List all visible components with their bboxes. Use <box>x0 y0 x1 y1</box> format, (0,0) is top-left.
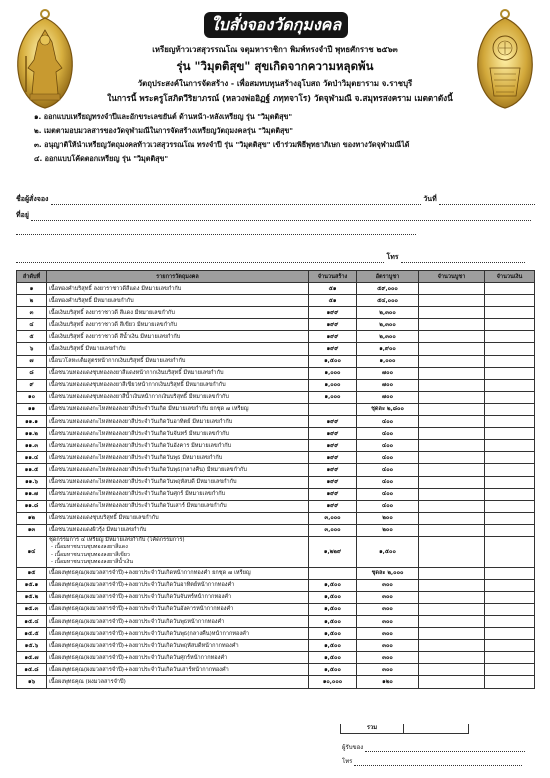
col-header-number: ลำดับที่ <box>17 271 47 283</box>
row-quantity-made: ๑,๕๐๐ <box>309 591 357 603</box>
row-amount-field[interactable] <box>485 391 535 403</box>
row-amount-field[interactable] <box>485 476 535 488</box>
table-row <box>17 567 535 579</box>
date-label: วันที่ <box>423 195 437 203</box>
receiver-field[interactable] <box>365 743 525 752</box>
row-number: ๙ <box>17 379 47 391</box>
row-amount-field[interactable] <box>485 355 535 367</box>
receiver-phone-label: โทร <box>342 758 353 765</box>
row-price: ๓๐๐ <box>357 615 419 627</box>
table-row <box>17 500 535 512</box>
row-item-name: เนื้อผงพุทธคุณ(ผงมวลสารจำปี)+ลงยาประจำวันเกิดวันอาทิตย์หน้ากากทองคำ <box>47 579 309 591</box>
row-quantity-made: ๕๑ <box>309 295 357 307</box>
row-item-name: เนื้อชนวนทองแดงชุบทองลงยาสีแดงหน้ากากเงินบริสุทธิ์ มีหมายเลขกำกับ <box>47 367 309 379</box>
row-price: ๑,๕๐๐ <box>357 536 419 567</box>
row-price: ๒๐๐ <box>357 512 419 524</box>
row-number: ๑๑.๓ <box>17 440 47 452</box>
row-price: ๔๐๐ <box>357 500 419 512</box>
row-number: ๗ <box>17 355 47 367</box>
row-item-name: เนื้อชนวนทองแดงกะไหล่ทองลงยาสีประจำวันเกิดวันอังคาร มีหมายเลขกำกับ <box>47 440 309 452</box>
row-price: ๒,๓๐๐ <box>357 331 419 343</box>
row-amount-field[interactable] <box>485 603 535 615</box>
row-order-qty-field[interactable] <box>419 440 485 452</box>
row-item-name: เนื้อชนวนทองแดงกะไหล่ทองลงยาสีประจำวันเกิดวันพฤหัสบดี มีหมายเลขกำกับ <box>47 476 309 488</box>
row-number: ๑๕ <box>17 567 47 579</box>
row-order-qty-field[interactable] <box>419 536 485 567</box>
row-amount-field[interactable] <box>485 640 535 652</box>
row-price: ชุดละ ๒,๐๐๐ <box>357 567 419 579</box>
table-row <box>17 331 535 343</box>
table-row <box>17 640 535 652</box>
row-order-qty-field[interactable] <box>419 524 485 536</box>
col-header-amount: จำนวนเงิน <box>485 271 535 283</box>
row-quantity-made: ๑,๕๐๐ <box>309 579 357 591</box>
row-item-name: เนื้อชนวนทองแดงกะไหล่ทองลงยาสีประจำวันเกิดวันเสาร์ มีหมายเลขกำกับ <box>47 500 309 512</box>
row-quantity-made: ๑๙๙ <box>309 440 357 452</box>
row-item-name: เนื้อชนวนทองแดงกะไหล่ทองลงยาสีประจำวันเกิด มีหมายเลขกำกับ ยกชุด ๗ เหรียญ <box>47 403 309 415</box>
row-number: ๒ <box>17 295 47 307</box>
row-price: ๓๐๐ <box>357 603 419 615</box>
row-order-qty-field[interactable] <box>419 615 485 627</box>
row-number: ๕ <box>17 331 47 343</box>
table-row <box>17 440 535 452</box>
row-number: ๑๓ <box>17 524 47 536</box>
row-amount-field[interactable] <box>485 428 535 440</box>
name-label: ชื่อผู้สั่งจอง <box>16 195 49 203</box>
row-amount-field[interactable] <box>485 615 535 627</box>
table-row <box>17 343 535 355</box>
row-quantity-made: ๑,๕๐๐ <box>309 628 357 640</box>
header-purpose: วัตถุประสงค์ในการจัดสร้าง - เพื่อสมทบทุนสร้างอุโบสถ วัดป่าวิมุตยาราม จ.ราชบุรี <box>137 79 413 88</box>
row-price: ๒,๓๐๐ <box>357 319 419 331</box>
row-amount-field[interactable] <box>485 367 535 379</box>
row-amount-field[interactable] <box>485 440 535 452</box>
document-title: ใบสั่งจองวัดกุมงคล <box>204 12 348 38</box>
table-row <box>17 536 535 567</box>
row-amount-field[interactable] <box>485 567 535 579</box>
header-blessing: ในการนี้ พระครูโสภิตวีริยาภรณ์ (หลวงพ่ออิฏฐ์ ภทฺทจาโร) วัดจุฬามณี จ.สมุทรสงคราม เมตตาดังนี้ <box>107 93 453 103</box>
row-order-qty-field[interactable] <box>419 295 485 307</box>
table-row <box>17 676 535 688</box>
objective-item: ๔. ออกแบบโค้ดตอกเหรียญ รุ่น "วิมุตติสุข" <box>34 154 169 163</box>
header-line-1: เหรียญท้าวเวสสุวรรณโณ จตุมหาราชิกา พิมพ์ทรงจำปี พุทธศักราช ๒๕๖๓ <box>152 45 398 54</box>
name-field[interactable] <box>51 196 421 205</box>
table-row <box>17 283 535 295</box>
row-amount-field[interactable] <box>485 319 535 331</box>
receiver-phone-row <box>342 756 522 766</box>
row-quantity-made: ๑๙๙ <box>309 416 357 428</box>
row-number: ๑๑.๕ <box>17 464 47 476</box>
row-quantity-made: ๑๙๙ <box>309 464 357 476</box>
phone-label: โทร <box>386 253 399 261</box>
row-amount-field[interactable] <box>485 379 535 391</box>
row-order-qty-field[interactable] <box>419 500 485 512</box>
table-row <box>17 391 535 403</box>
row-item-name: เนื้อชนวนทองแดงชุบทองลงยาสีเขียวหน้ากากเงินบริสุทธิ์ มีหมายเลขกำกับ <box>47 379 309 391</box>
row-amount-field[interactable] <box>485 676 535 688</box>
row-number: ๑๖ <box>17 676 47 688</box>
row-item-name: เนื้อชนวนทองแดงกะไหล่ทองลงยาสีประจำวันเกิดวันพุธ มีหมายเลขกำกับ <box>47 452 309 464</box>
row-number: ๔ <box>17 319 47 331</box>
row-order-qty-field[interactable] <box>419 367 485 379</box>
table-row <box>17 603 535 615</box>
row-amount-field[interactable] <box>485 500 535 512</box>
row-price: ๓๐๐ <box>357 579 419 591</box>
row-order-qty-field[interactable] <box>419 355 485 367</box>
row-sub-item: - เนื้อมหาชนวนชุบทองลงยาสีเขียว <box>51 551 130 558</box>
row-item-name: เนื้อชนวนทองแดงกะไหล่ทองลงยาสีประจำวันเกิดวันจันทร์ มีหมายเลขกำกับ <box>47 428 309 440</box>
row-price: ๓๐๐ <box>357 591 419 603</box>
row-item-name: เนื้อเงินบริสุทธิ์ มีหมายเลขกำกับ <box>47 343 309 355</box>
row-price: ๕๔,๐๐๐ <box>357 295 419 307</box>
row-price: ๑,๐๐๐ <box>357 355 419 367</box>
row-quantity-made: ๑๙๙ <box>309 452 357 464</box>
row-item-name: เนื้อเงินบริสุทธิ์ ลงยาราชาวดี สีแดง มีหมายเลขกำกับ <box>47 307 309 319</box>
objective-item: ๒. เมตตามอบมวลสารของวัดจุฬามณีในการจัดสร้างเหรียญวัตถุมงคลรุ่น "วิมุตติสุข" <box>34 126 294 135</box>
row-quantity-made: ๓,๐๐๐ <box>309 524 357 536</box>
row-number: ๑๕.๘ <box>17 664 47 676</box>
row-order-qty-field[interactable] <box>419 579 485 591</box>
row-order-qty-field[interactable] <box>419 603 485 615</box>
row-order-qty-field[interactable] <box>419 379 485 391</box>
row-order-qty-field[interactable] <box>419 591 485 603</box>
row-number: ๑๑.๗ <box>17 488 47 500</box>
table-row <box>17 403 535 415</box>
row-order-qty-field[interactable] <box>419 343 485 355</box>
row-number: ๑๕.๒ <box>17 591 47 603</box>
row-price: ๔๐๐ <box>357 488 419 500</box>
row-number: ๑๕.๑ <box>17 579 47 591</box>
row-amount-field[interactable] <box>485 452 535 464</box>
row-number: ๑๒ <box>17 512 47 524</box>
row-order-qty-field[interactable] <box>419 319 485 331</box>
row-quantity-made: ๑๙๙ <box>309 428 357 440</box>
objective-item: ๓. อนุญาติให้นำเหรียญวัตถุมงคลท้าวเวสสุวรรณโณ ทรงจำปี รุ่น "วิมุตติสุข" เข้าร่วมพิธีพุทธาภิเษก ของทางวัดจุฬามณีได้ <box>34 140 410 149</box>
table-row <box>17 428 535 440</box>
row-amount-field[interactable] <box>485 488 535 500</box>
row-amount-field[interactable] <box>485 579 535 591</box>
row-number: ๑ <box>17 283 47 295</box>
row-item-name: เนื้อผงพุทธคุณ(ผงมวลสารจำปี)+ลงยาประจำวันเกิดวันพุธหน้ากากทองคำ <box>47 615 309 627</box>
row-price: ชุดละ ๒,๘๐๐ <box>357 403 419 415</box>
row-price: ๔๐๐ <box>357 452 419 464</box>
table-row <box>17 476 535 488</box>
row-amount-field[interactable] <box>485 283 535 295</box>
row-amount-field[interactable] <box>485 664 535 676</box>
table-row <box>17 355 535 367</box>
address-field-2[interactable] <box>16 226 416 235</box>
table-row <box>17 295 535 307</box>
row-order-qty-field[interactable] <box>419 488 485 500</box>
row-price: ๑๒๐ <box>357 676 419 688</box>
row-number: ๑๕.๕ <box>17 628 47 640</box>
row-order-qty-field[interactable] <box>419 331 485 343</box>
row-quantity-made: ๑,๕๐๐ <box>309 640 357 652</box>
phone-row <box>16 252 532 263</box>
row-price: ๔๐๐ <box>357 416 419 428</box>
row-quantity-made: ๑๙๙ <box>309 319 357 331</box>
row-order-qty-field[interactable] <box>419 652 485 664</box>
row-item-name: เนื้อผงพุทธคุณ (ผงมวลสารจำปี) <box>47 676 309 688</box>
total-field[interactable] <box>402 724 469 734</box>
table-body <box>17 283 535 689</box>
header-edition-name: รุ่น "วิมุตติสุข" สุขเกิดจากความหลุดพ้น <box>176 59 374 73</box>
row-item-name: เนื้อชนวนทองแดงกะไหล่ทองลงยาสีประจำวันเกิดวันพุธ(กลางคืน) มีหมายเลขกำกับ <box>47 464 309 476</box>
table-row <box>17 664 535 676</box>
row-number: ๑๕.๓ <box>17 603 47 615</box>
row-quantity-made: ๑,๕๐๐ <box>309 652 357 664</box>
row-quantity-made: ๑,๐๐๐ <box>309 367 357 379</box>
row-item-name: เนื้อชนวนทองแดงกะไหล่ทองลงยาสีประจำวันเกิดวันศุกร์ มีหมายเลขกำกับ <box>47 488 309 500</box>
table-row <box>17 591 535 603</box>
row-item-name: เนื้อผงพุทธคุณ(ผงมวลสารจำปี)+ลงยาประจำวันเกิดวันพุธ(กลางคืน)หน้ากากทองคำ <box>47 628 309 640</box>
row-order-qty-field[interactable] <box>419 283 485 295</box>
row-order-qty-field[interactable] <box>419 403 485 415</box>
row-quantity-made: ๑,๕๐๐ <box>309 355 357 367</box>
row-sub-item: - เนื้อมหาชนวนชุบทองลงยาสีน้ำเงิน <box>51 559 133 566</box>
row-amount-field[interactable] <box>485 331 535 343</box>
date-field[interactable] <box>439 196 535 205</box>
row-item-name: เนื้อผงพุทธคุณ(ผงมวลสารจำปี)+ลงยาประจำวันเกิดวันอังคารหน้ากากทองคำ <box>47 603 309 615</box>
order-table <box>16 270 535 689</box>
row-item-name <box>47 536 309 567</box>
row-price: ๑,๙๐๐ <box>357 343 419 355</box>
row-item-name: เนื้อผงพุทธคุณ(ผงมวลสารจำปี)+ลงยาประจำวันเกิดวันเสาร์หน้ากากทองคำ <box>47 664 309 676</box>
row-order-qty-field[interactable] <box>419 391 485 403</box>
address-field[interactable] <box>31 212 531 221</box>
row-order-qty-field[interactable] <box>419 676 485 688</box>
row-item-name: เนื้อผงพุทธคุณ(ผงมวลสารจำปี)+ลงยาประจำวันเกิดวันพฤหัสบดีหน้ากากทองคำ <box>47 640 309 652</box>
row-item-name: เนื้อผงพุทธคุณ(ผงมวลสารจำปี)+ลงยาประจำวันเกิดหน้ากากทองคำ ยกชุด ๗ เหรียญ <box>47 567 309 579</box>
row-quantity-made: ๑,๕๐๐ <box>309 615 357 627</box>
objective-item: ๑. ออกแบบเหรียญทรงจำปีและอักขระเลขยันต์ ด้านหน้า-หลังเหรียญ รุ่น "วิมุตติสุข" <box>34 112 293 121</box>
row-number: ๑๑.๒ <box>17 428 47 440</box>
row-number: ๓ <box>17 307 47 319</box>
row-order-qty-field[interactable] <box>419 464 485 476</box>
row-item-name: เนื้อชนวนทองแดงชุบบริสุทธิ์ มีหมายเลขกำกับ <box>47 512 309 524</box>
row-quantity-made: ๑๙๙ <box>309 500 357 512</box>
table-row <box>17 524 535 536</box>
row-quantity-made: ๑,๕๐๐ <box>309 603 357 615</box>
table-row <box>17 488 535 500</box>
row-number: ๑๑.๘ <box>17 500 47 512</box>
col-header-price: อัตราบูชา <box>357 271 419 283</box>
row-number: ๑๑.๔ <box>17 452 47 464</box>
row-order-qty-field[interactable] <box>419 567 485 579</box>
row-item-name: เนื้อทองคำบริสุทธิ์ ลงยาราชาวดีสีแดง มีหมายเลขกำกับ <box>47 283 309 295</box>
row-order-qty-field[interactable] <box>419 512 485 524</box>
row-item-title: ชุดกรรมการ ๔ เหรียญ มีหมายเลขกำกับ (โค้ดกรรมการ) <box>49 536 185 543</box>
row-order-qty-field[interactable] <box>419 452 485 464</box>
name-date-row <box>16 194 532 205</box>
row-quantity-made: ๑๙๙ <box>309 343 357 355</box>
row-quantity-made <box>309 403 357 415</box>
row-order-qty-field[interactable] <box>419 428 485 440</box>
row-quantity-made: ๑,๐๐๐ <box>309 391 357 403</box>
row-number: ๑๔ <box>17 536 47 567</box>
phone-field[interactable] <box>401 254 525 263</box>
row-item-name: เนื้อชนวนทองแดงชุบทองลงยาสีน้ำเงินหน้ากากเงินบริสุทธิ์ มีหมายเลขกำกับ <box>47 391 309 403</box>
row-price: ๒๐๐ <box>357 524 419 536</box>
table-row <box>17 464 535 476</box>
table-row <box>17 416 535 428</box>
receiver-label: ผู้รับของ <box>342 744 364 751</box>
row-sub-item: - เนื้อมหาชนวนชุบทองลงยาสีแดง <box>51 544 128 551</box>
row-number: ๑๐ <box>17 391 47 403</box>
row-amount-field[interactable] <box>485 295 535 307</box>
row-amount-field[interactable] <box>485 343 535 355</box>
row-price: ๓๐๐ <box>357 628 419 640</box>
row-item-name: เนื้อผงพุทธคุณ(ผงมวลสารจำปี)+ลงยาประจำวันเกิดวันจันทร์หน้ากากทองคำ <box>47 591 309 603</box>
row-quantity-made: ๕๑ <box>309 283 357 295</box>
row-price: ๗๐๐ <box>357 367 419 379</box>
row-price: ๕๙,๐๐๐ <box>357 283 419 295</box>
objectives-list <box>34 110 514 166</box>
row-quantity-made: ๓,๐๐๐ <box>309 512 357 524</box>
row-quantity-made: ๑,๐๐๐ <box>309 379 357 391</box>
row-price: ๓๐๐ <box>357 640 419 652</box>
row-amount-field[interactable] <box>485 524 535 536</box>
row-item-name: เนื้อทองคำบริสุทธิ์ มีหมายเลขกำกับ <box>47 295 309 307</box>
row-quantity-made <box>309 567 357 579</box>
row-quantity-made: ๑๙๙ <box>309 476 357 488</box>
row-price: ๔๐๐ <box>357 464 419 476</box>
row-quantity-made: ๑,๒๒๙ <box>309 536 357 567</box>
col-header-quantity-made: จำนวนสร้าง <box>309 271 357 283</box>
row-number: ๖ <box>17 343 47 355</box>
table-row <box>17 452 535 464</box>
row-amount-field[interactable] <box>485 307 535 319</box>
row-amount-field[interactable] <box>485 628 535 640</box>
row-price: ๔๐๐ <box>357 440 419 452</box>
row-price: ๔๐๐ <box>357 476 419 488</box>
table-row <box>17 379 535 391</box>
receiver-row <box>342 742 525 752</box>
table-row <box>17 615 535 627</box>
address-row-2 <box>16 226 532 235</box>
row-amount-field[interactable] <box>485 416 535 428</box>
row-price: ๓๐๐ <box>357 652 419 664</box>
address-row <box>16 210 532 221</box>
address-label: ที่อยู่ <box>16 211 29 219</box>
table-row <box>17 307 535 319</box>
row-price: ๗๐๐ <box>357 379 419 391</box>
row-item-name: เนื้อผงพุทธคุณ(ผงมวลสารจำปี)+ลงยาประจำวันเกิดวันศุกร์หน้ากากทองคำ <box>47 652 309 664</box>
row-number: ๑๕.๔ <box>17 615 47 627</box>
address-field-3[interactable] <box>16 254 384 263</box>
row-item-name: เนื้อชนวนทองแดงกะไหล่ทองลงยาสีประจำวันเกิดวันอาทิตย์ มีหมายเลขกำกับ <box>47 416 309 428</box>
row-order-qty-field[interactable] <box>419 307 485 319</box>
row-price: ๓๐๐ <box>357 664 419 676</box>
row-price: ๔๐๐ <box>357 428 419 440</box>
row-number: ๘ <box>17 367 47 379</box>
row-item-name: เนื้อเงินบริสุทธิ์ ลงยาราชาวดี สีน้ำเงิน มีหมายเลขกำกับ <box>47 331 309 343</box>
row-order-qty-field[interactable] <box>419 664 485 676</box>
row-order-qty-field[interactable] <box>419 628 485 640</box>
row-price: ๗๐๐ <box>357 391 419 403</box>
table-row <box>17 367 535 379</box>
row-amount-field[interactable] <box>485 652 535 664</box>
table-row <box>17 652 535 664</box>
row-quantity-made: ๑๙๙ <box>309 331 357 343</box>
row-item-name: เนื้อชนวนทองแดงผิวรุ้ง มีหมายเลขกำกับ <box>47 524 309 536</box>
table-row <box>17 579 535 591</box>
row-amount-field[interactable] <box>485 512 535 524</box>
total-label: รวม <box>340 724 404 734</box>
row-amount-field[interactable] <box>485 536 535 567</box>
row-number: ๑๕.๗ <box>17 652 47 664</box>
row-quantity-made: ๑๙๙ <box>309 488 357 500</box>
table-header-row <box>17 271 535 283</box>
row-quantity-made: ๑๙๙ <box>309 307 357 319</box>
row-amount-field[interactable] <box>485 591 535 603</box>
row-order-qty-field[interactable] <box>419 476 485 488</box>
col-header-item: รายการวัตถุมงคล <box>47 271 309 283</box>
row-quantity-made: ๑,๕๐๐ <box>309 664 357 676</box>
row-order-qty-field[interactable] <box>419 416 485 428</box>
row-quantity-made: ๑๐,๐๐๐ <box>309 676 357 688</box>
table-row <box>17 628 535 640</box>
table-row <box>17 319 535 331</box>
row-number: ๑๑.๑ <box>17 416 47 428</box>
row-amount-field[interactable] <box>485 464 535 476</box>
table-row <box>17 512 535 524</box>
row-price: ๒,๓๐๐ <box>357 307 419 319</box>
row-number: ๑๕.๖ <box>17 640 47 652</box>
row-item-name: เนื้อนวโลหะเต็มสูตรหน้ากากเงินบริสุทธิ์ มีหมายเลขกำกับ <box>47 355 309 367</box>
col-header-order-qty: จำนวนบูชา <box>419 271 485 283</box>
row-amount-field[interactable] <box>485 403 535 415</box>
row-item-name: เนื้อเงินบริสุทธิ์ ลงยาราชาวดี สีเขียว มีหมายเลขกำกับ <box>47 319 309 331</box>
receiver-phone-field[interactable] <box>354 757 522 766</box>
row-order-qty-field[interactable] <box>419 640 485 652</box>
row-number: ๑๑.๖ <box>17 476 47 488</box>
row-number: ๑๑ <box>17 403 47 415</box>
